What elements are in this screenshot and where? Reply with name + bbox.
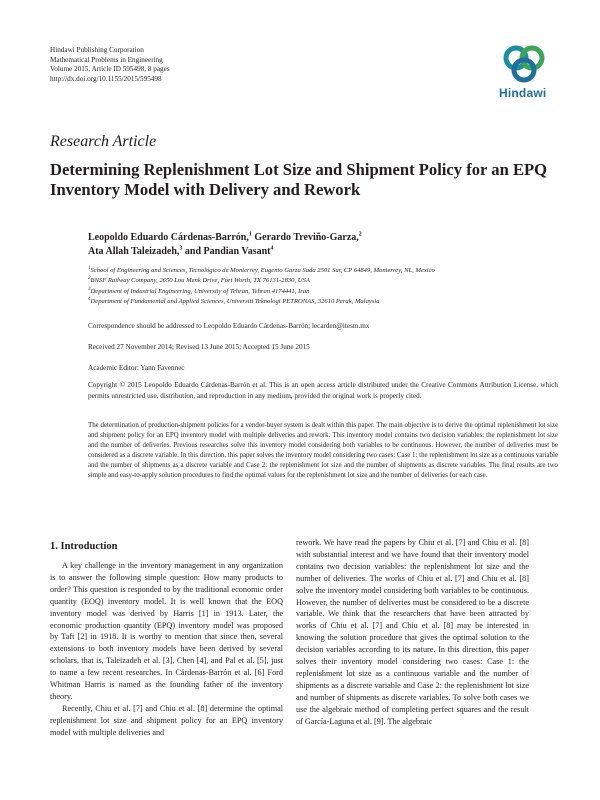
affiliation-item xyxy=(88,297,558,307)
author-name[interactable]: Leopoldo Eduardo Cárdenas-Barrón, xyxy=(88,232,249,243)
affiliation-sup: 2 xyxy=(88,276,91,282)
author-affil-sup: 1 xyxy=(248,231,252,238)
author-name[interactable]: Gerardo Treviño-Garza, xyxy=(254,232,359,243)
doi-link[interactable]: http://dx.doi.org/10.1155/2015/595498 xyxy=(50,74,162,83)
affiliations xyxy=(88,266,558,308)
copyright-notice: Copyright © 2015 Leopoldo Eduardo Cárdenas-Barrón et al. This is an open access article distributed under the Creative Commons Attribution License, which permits unrestricted use, distribution, and reproduction in any medium, provided the original work is properly cited. xyxy=(88,381,558,400)
author-line-2 xyxy=(88,245,558,259)
author-affil-sup: 2 xyxy=(358,231,362,238)
affiliation-text: School of Engineering and Sciences, Tecnológico de Monterrey, Eugenio Garza Sada 2501 Sur, CP 64849, Monterrey, NL, Mexico xyxy=(90,267,435,274)
logo-text: Hindawi xyxy=(499,86,547,100)
author-name[interactable]: Ata Allah Taleizadeh, xyxy=(88,245,180,257)
paragraph: Recently, Chiu et al. [7] and Chiu et al. [8] determine the optimal replenishment lot size and shipment policy for an EPQ inventory model with multiple deliveries and xyxy=(50,703,283,737)
paragraph: rework. We have read the papers by Chiu et al. [7] and Chiu et al. [8] with substantial interest and we have found that their inventory model contains two decision variables: the replenishment lot size and the number of deliveries. The works of Chiu et al. [7] and Chiu et al. [8] solve the inventory model considering both variables to be continuous. However, the number of deliveries must be considered to be a discrete variable. We think that the researchers that have been attracted by works of Chiu et al. [7] and Chiu et al. [8] may be interested in knowing the solution procedure that gives the optimal solution to the decision variables according to its nature. In this direction, this paper solves their inventory model considering two cases: Case 1: the replenishment lot size as a continuous variable and the number of shipments as a discrete variable and Case 2: the replenishment lot size and number of shipments as discrete variables. To solve both cases we use the algebraic method of completing perfect squares and the result of García-Laguna et al. [9]. The algebraic xyxy=(296,538,529,726)
affiliation-sup: 1 xyxy=(88,265,91,271)
volume-info: Volume 2015, Article ID 595498, 8 pages xyxy=(50,65,170,74)
paper-title: Determining Replenishment Lot Size and Shipment Policy for an EPQ Inventory Model with Delivery and Rework xyxy=(50,160,548,199)
section-heading-introduction: 1. Introduction xyxy=(50,541,118,552)
affiliation-item xyxy=(88,287,558,297)
affiliation-sup: 3 xyxy=(88,286,91,292)
publisher-name: Hindawi Publishing Corporation xyxy=(50,46,144,54)
abstract: The determination of production-shipment policies for a vendor-buyer system is dealt within this paper. The main objective is to derive the optimal replenishment lot size and shipment policy for an EPQ inventory model with multiple deliveries and rework. This inventory model contains two decision variables: the replenishment lot size and the number of deliveries. Previous researches solve this inventory model considering both variables to be continuous. However, the number of deliveries must be considered as a discrete variable. In this direction, this paper solves the inventory model considering two cases: Case 1: the replenishment lot size as a continuous variable and the number of shipments as a discrete variable and Case 2: the replenishment lot size and the number of shipments as discrete variables. The final results are two simple and easy-to-apply solution procedures to find the optimal values for the replenishment lot size and the number of deliveries for each case. xyxy=(88,422,558,479)
publication-info xyxy=(50,46,170,84)
author-name[interactable]: and Pandian Vasant xyxy=(184,245,271,257)
body-column-left xyxy=(50,560,283,739)
academic-editor: Academic Editor: Yann Favennec xyxy=(88,364,185,372)
author-affil-sup: 4 xyxy=(270,245,274,252)
hindawi-logo-icon xyxy=(501,44,547,84)
correspondence-note: Correspondence should be addressed to Leopoldo Eduardo Cárdenas-Barrón; lecarden@itesm.mx xyxy=(88,322,370,330)
article-type: Research Article xyxy=(50,133,157,150)
body-column-right xyxy=(296,537,529,728)
affiliation-item xyxy=(88,266,558,276)
affiliation-item xyxy=(88,276,558,286)
hindawi-logo xyxy=(496,44,554,104)
received-dates: Received 27 November 2014; Revised 13 June 2015; Accepted 15 June 2015 xyxy=(88,343,310,351)
affiliation-text: Department of Industrial Engineering, University of Tehran, Tehran 4174441, Iran xyxy=(90,287,310,295)
paragraph: A key challenge in the inventory management in any organization is to answer the following simple question: How many products to order? This question is responded to by the traditional economic order quantity (EOQ) inventory model. It is well known that the EOQ inventory model was derived by Harris [1] in 1913. Later, the economic production quantity (EPQ) inventory model was proposed by Taft [2] in 1918. It is worthy to mention that since then, several extensions to both inventory models have been derived by several scholars, that is, Taleizadeh et al. [3], Chen [4], and Pal et al. [5], just to name a few recent researches. In Cárdenas-Barrón et al. [6] Ford Whitman Harris is named as the founding father of the inventory theory. xyxy=(50,561,283,701)
affiliation-sup: 4 xyxy=(88,297,91,303)
author-line-1 xyxy=(88,231,558,245)
affiliation-text: BNSF Railway Company, 2650 Lou Menk Drive, Fort Worth, TX 76131-2830, USA xyxy=(90,277,310,285)
journal-name: Mathematical Problems in Engineering xyxy=(50,55,163,64)
affiliation-text: Department of Fundamental and Applied Sciences, Universiti Teknologi PETRONAS, 32610 Perak, Malaysia xyxy=(90,298,380,306)
author-affil-sup: 3 xyxy=(179,245,183,252)
author-list xyxy=(88,231,558,258)
